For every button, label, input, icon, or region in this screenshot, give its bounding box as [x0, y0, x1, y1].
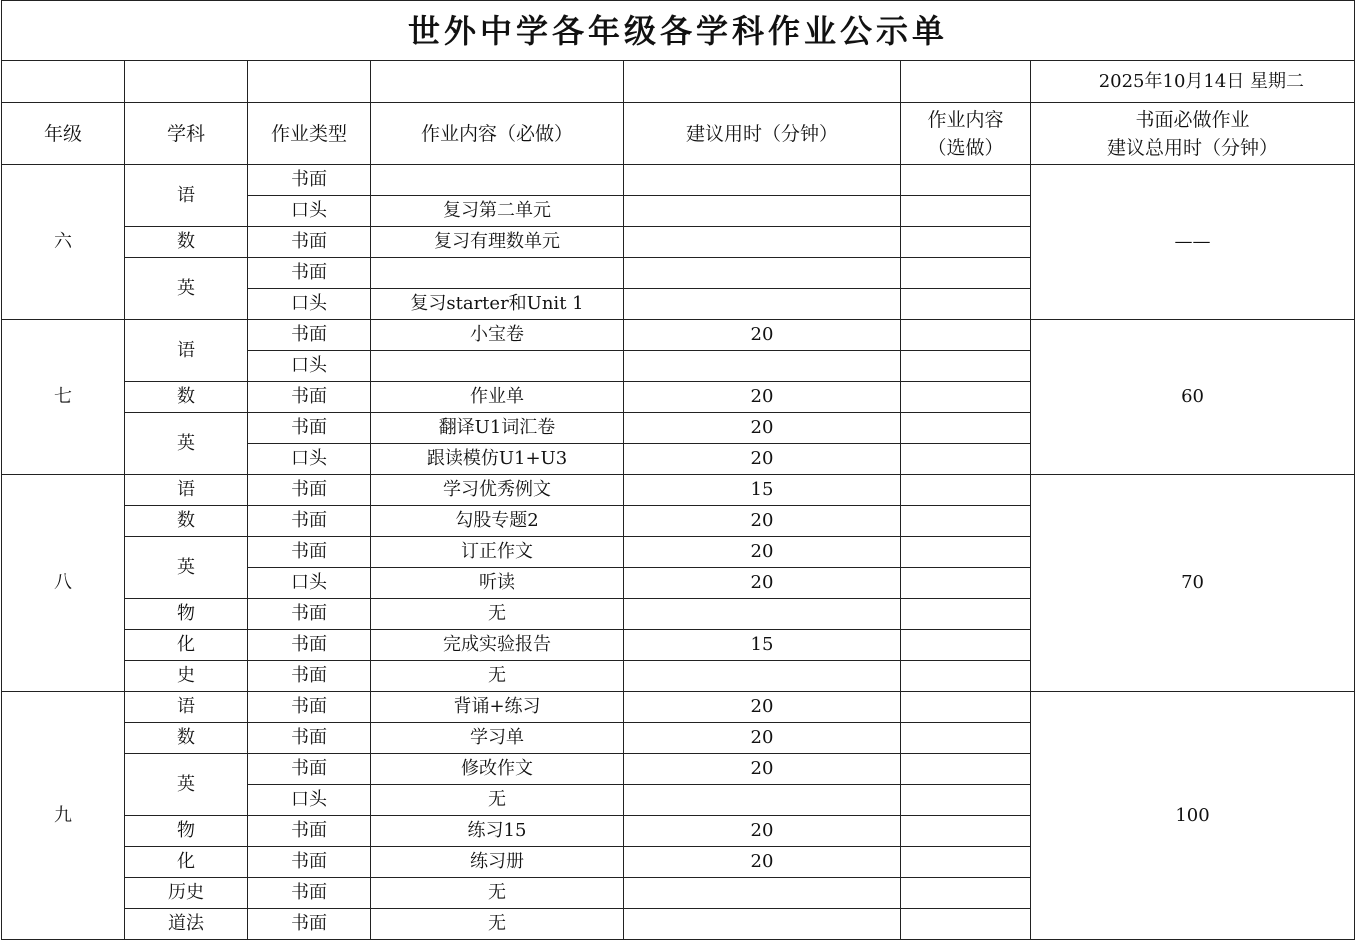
- type-cell: 口头: [248, 351, 371, 382]
- grade-cell: 八: [2, 475, 125, 692]
- homework-table: [1, 0, 1355, 940]
- content-cell: 跟读模仿U1+U3: [371, 444, 624, 475]
- content-cell: 作业单: [371, 382, 624, 413]
- blank-cell: [901, 61, 1031, 103]
- grade-cell: 六: [2, 165, 125, 320]
- type-cell: 书面: [248, 165, 371, 196]
- optional-cell: [901, 196, 1031, 227]
- type-cell: 书面: [248, 816, 371, 847]
- time-cell: [624, 661, 901, 692]
- content-cell: 学习单: [371, 723, 624, 754]
- subject-cell: 英: [125, 413, 248, 475]
- header-time: 建议用时（分钟）: [624, 103, 901, 165]
- optional-cell: [901, 289, 1031, 320]
- content-cell: [371, 258, 624, 289]
- time-cell: [624, 289, 901, 320]
- subject-cell: 物: [125, 599, 248, 630]
- total-time-cell: 70: [1031, 475, 1355, 692]
- time-cell: 15: [624, 475, 901, 506]
- content-cell: 修改作文: [371, 754, 624, 785]
- time-cell: 20: [624, 816, 901, 847]
- header-content: 作业内容（必做）: [371, 103, 624, 165]
- time-cell: 20: [624, 692, 901, 723]
- optional-cell: [901, 475, 1031, 506]
- optional-cell: [901, 351, 1031, 382]
- time-cell: [624, 196, 901, 227]
- time-cell: [624, 599, 901, 630]
- grade-cell: 九: [2, 692, 125, 940]
- optional-cell: [901, 258, 1031, 289]
- content-cell: 小宝卷: [371, 320, 624, 351]
- type-cell: 口头: [248, 289, 371, 320]
- optional-cell: [901, 444, 1031, 475]
- content-cell: 无: [371, 599, 624, 630]
- content-cell: 练习15: [371, 816, 624, 847]
- subject-cell: 语: [125, 165, 248, 227]
- content-cell: 背诵+练习: [371, 692, 624, 723]
- grade-cell: 七: [2, 320, 125, 475]
- header-total-line1: 书面必做作业: [1135, 108, 1250, 131]
- type-cell: 书面: [248, 475, 371, 506]
- blank-cell: [371, 61, 624, 103]
- optional-cell: [901, 413, 1031, 444]
- content-cell: 无: [371, 785, 624, 816]
- time-cell: 20: [624, 382, 901, 413]
- optional-cell: [901, 878, 1031, 909]
- header-subject: 学科: [125, 103, 248, 165]
- type-cell: 书面: [248, 754, 371, 785]
- subject-cell: 英: [125, 754, 248, 816]
- content-cell: 复习第二单元: [371, 196, 624, 227]
- header-optional-line1: 作业内容: [927, 108, 1004, 131]
- header-grade: 年级: [2, 103, 125, 165]
- content-cell: 学习优秀例文: [371, 475, 624, 506]
- time-cell: 20: [624, 320, 901, 351]
- time-cell: [624, 878, 901, 909]
- subject-cell: 史: [125, 661, 248, 692]
- time-cell: 20: [624, 413, 901, 444]
- subject-cell: 历史: [125, 878, 248, 909]
- type-cell: 书面: [248, 320, 371, 351]
- time-cell: 15: [624, 630, 901, 661]
- type-cell: 书面: [248, 692, 371, 723]
- type-cell: 书面: [248, 909, 371, 940]
- optional-cell: [901, 382, 1031, 413]
- date-label: 2025年10月14日 星期二: [1031, 61, 1355, 103]
- type-cell: 书面: [248, 537, 371, 568]
- header-optional-line2: （选做）: [927, 136, 1004, 159]
- time-cell: [624, 258, 901, 289]
- blank-cell: [2, 61, 125, 103]
- table-row: [2, 165, 1355, 196]
- content-cell: 练习册: [371, 847, 624, 878]
- optional-cell: [901, 165, 1031, 196]
- type-cell: 书面: [248, 506, 371, 537]
- type-cell: 书面: [248, 661, 371, 692]
- optional-cell: [901, 568, 1031, 599]
- subject-cell: 化: [125, 847, 248, 878]
- time-cell: 20: [624, 444, 901, 475]
- optional-cell: [901, 537, 1031, 568]
- type-cell: 书面: [248, 847, 371, 878]
- subject-cell: 英: [125, 537, 248, 599]
- time-cell: 20: [624, 537, 901, 568]
- content-cell: 无: [371, 661, 624, 692]
- optional-cell: [901, 506, 1031, 537]
- subject-cell: 语: [125, 692, 248, 723]
- type-cell: 书面: [248, 413, 371, 444]
- type-cell: 书面: [248, 599, 371, 630]
- time-cell: [624, 785, 901, 816]
- content-cell: 复习starter和Unit 1: [371, 289, 624, 320]
- content-cell: 无: [371, 909, 624, 940]
- total-time-cell: ——: [1031, 165, 1355, 320]
- optional-cell: [901, 909, 1031, 940]
- subject-cell: 道法: [125, 909, 248, 940]
- type-cell: 书面: [248, 630, 371, 661]
- time-cell: [624, 909, 901, 940]
- time-cell: 20: [624, 568, 901, 599]
- type-cell: 书面: [248, 723, 371, 754]
- header-optional: [901, 103, 1031, 165]
- optional-cell: [901, 816, 1031, 847]
- time-cell: 20: [624, 754, 901, 785]
- optional-cell: [901, 692, 1031, 723]
- total-time-cell: 100: [1031, 692, 1355, 940]
- table-row: [2, 320, 1355, 351]
- header-total-line2: 建议总用时（分钟）: [1107, 136, 1279, 159]
- content-cell: 完成实验报告: [371, 630, 624, 661]
- optional-cell: [901, 599, 1031, 630]
- time-cell: [624, 227, 901, 258]
- time-cell: 20: [624, 723, 901, 754]
- optional-cell: [901, 723, 1031, 754]
- subject-cell: 数: [125, 506, 248, 537]
- type-cell: 书面: [248, 382, 371, 413]
- header-total: [1031, 103, 1355, 165]
- content-cell: 无: [371, 878, 624, 909]
- subject-cell: 语: [125, 320, 248, 382]
- optional-cell: [901, 847, 1031, 878]
- content-cell: 听读: [371, 568, 624, 599]
- table-row: [2, 692, 1355, 723]
- total-time-cell: 60: [1031, 320, 1355, 475]
- subject-cell: 数: [125, 227, 248, 258]
- subject-cell: 数: [125, 723, 248, 754]
- optional-cell: [901, 630, 1031, 661]
- time-cell: 20: [624, 847, 901, 878]
- blank-cell: [248, 61, 371, 103]
- page-title: 世外中学各年级各学科作业公示单: [2, 1, 1355, 61]
- subject-cell: 化: [125, 630, 248, 661]
- type-cell: 口头: [248, 568, 371, 599]
- optional-cell: [901, 785, 1031, 816]
- header-type: 作业类型: [248, 103, 371, 165]
- blank-cell: [125, 61, 248, 103]
- type-cell: 口头: [248, 785, 371, 816]
- content-cell: 订正作文: [371, 537, 624, 568]
- subject-cell: 数: [125, 382, 248, 413]
- type-cell: 口头: [248, 444, 371, 475]
- optional-cell: [901, 754, 1031, 785]
- type-cell: 口头: [248, 196, 371, 227]
- type-cell: 书面: [248, 227, 371, 258]
- time-cell: [624, 165, 901, 196]
- type-cell: 书面: [248, 258, 371, 289]
- content-cell: 复习有理数单元: [371, 227, 624, 258]
- subject-cell: 物: [125, 816, 248, 847]
- blank-cell: [624, 61, 901, 103]
- time-cell: 20: [624, 506, 901, 537]
- time-cell: [624, 351, 901, 382]
- table-row: [2, 475, 1355, 506]
- content-cell: 勾股专题2: [371, 506, 624, 537]
- content-cell: [371, 165, 624, 196]
- subject-cell: 语: [125, 475, 248, 506]
- optional-cell: [901, 661, 1031, 692]
- optional-cell: [901, 320, 1031, 351]
- type-cell: 书面: [248, 878, 371, 909]
- subject-cell: 英: [125, 258, 248, 320]
- optional-cell: [901, 227, 1031, 258]
- content-cell: 翻译U1词汇卷: [371, 413, 624, 444]
- content-cell: [371, 351, 624, 382]
